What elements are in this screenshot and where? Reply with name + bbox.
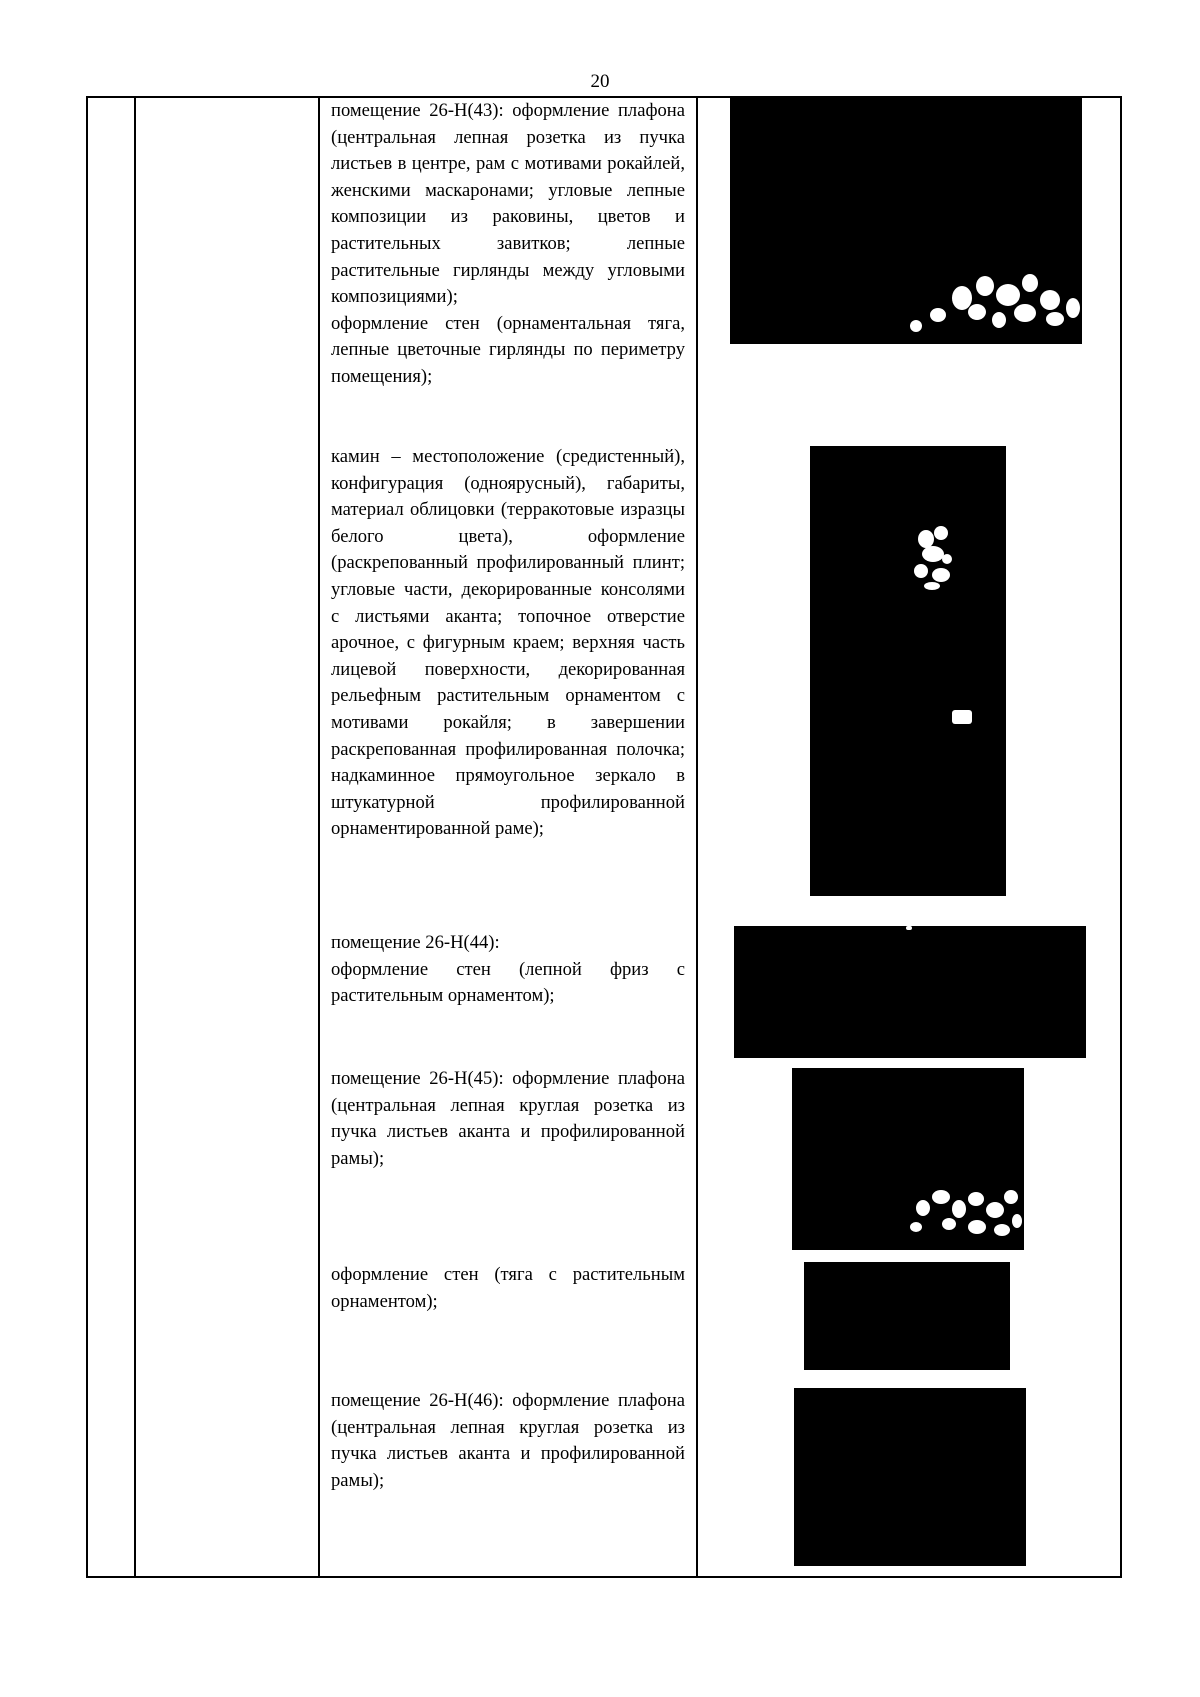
paragraph: оформление стен (орнаментальная тяга, лепные цветочные гирлянды по периметру помещения); xyxy=(331,312,685,387)
column-divider xyxy=(134,98,136,1576)
section-text-26n46 xyxy=(331,1388,685,1494)
paragraph: помещение 26-Н(44): xyxy=(331,932,500,953)
section-text-26n45 xyxy=(331,1066,685,1172)
section-text-fireplace xyxy=(331,444,685,843)
paragraph: помещение 26-Н(43): оформление плафона (центральная лепная розетка из пучка листьев в центре, рам с мотивами рокайлей, женскими маскаронами; угловые лепные композиции из раковины, цветов и растительных завитков; лепные растительные гирлянды между угловыми композициями); xyxy=(331,100,685,308)
column-divider xyxy=(696,98,698,1576)
column-divider xyxy=(318,98,320,1576)
paragraph: оформление стен (тяга с растительным орнаментом); xyxy=(331,1264,685,1312)
section-text-26n43 xyxy=(331,98,685,391)
photo-frieze-26n44 xyxy=(734,926,1086,1058)
page-number: 20 xyxy=(590,71,610,92)
document-table xyxy=(86,96,1122,1578)
section-text-walls-26n45 xyxy=(331,1262,685,1315)
photo-ceiling-26n46 xyxy=(794,1388,1026,1566)
paragraph: оформление стен (лепной фриз с растительным орнаментом); xyxy=(331,958,685,1007)
photo-ceiling-26n43 xyxy=(730,98,1082,344)
paragraph: камин – местоположение (средистенный), конфигурация (одноярусный), габариты, материал облицовки (терракотовые изразцы белого цвета), оформление (раскрепованный профилированный плинт; угловые части, декорированные консолями с листьями аканта; топочное отверстие арочное, с фигурным краем; верхняя часть лицевой поверхности, декорированная рельефным растительным орнаментом с мотивами рокайля; в завершении раскрепованная профилированная полочка; надкаминное прямоугольное зеркало в штукатурной профилированной орнаментированной раме); xyxy=(331,446,685,840)
photo-ceiling-26n45 xyxy=(792,1068,1024,1250)
paragraph: помещение 26-Н(45): оформление плафона (центральная лепная круглая розетка из пучка листьев аканта и профилированной рамы); xyxy=(331,1068,685,1169)
paragraph: помещение 26-Н(46): оформление плафона (центральная лепная круглая розетка из пучка листьев аканта и профилированной рамы); xyxy=(331,1390,685,1491)
section-text-26n44 xyxy=(331,930,685,1010)
photo-cornice-26n45 xyxy=(804,1262,1010,1370)
photo-fireplace xyxy=(810,446,1006,896)
